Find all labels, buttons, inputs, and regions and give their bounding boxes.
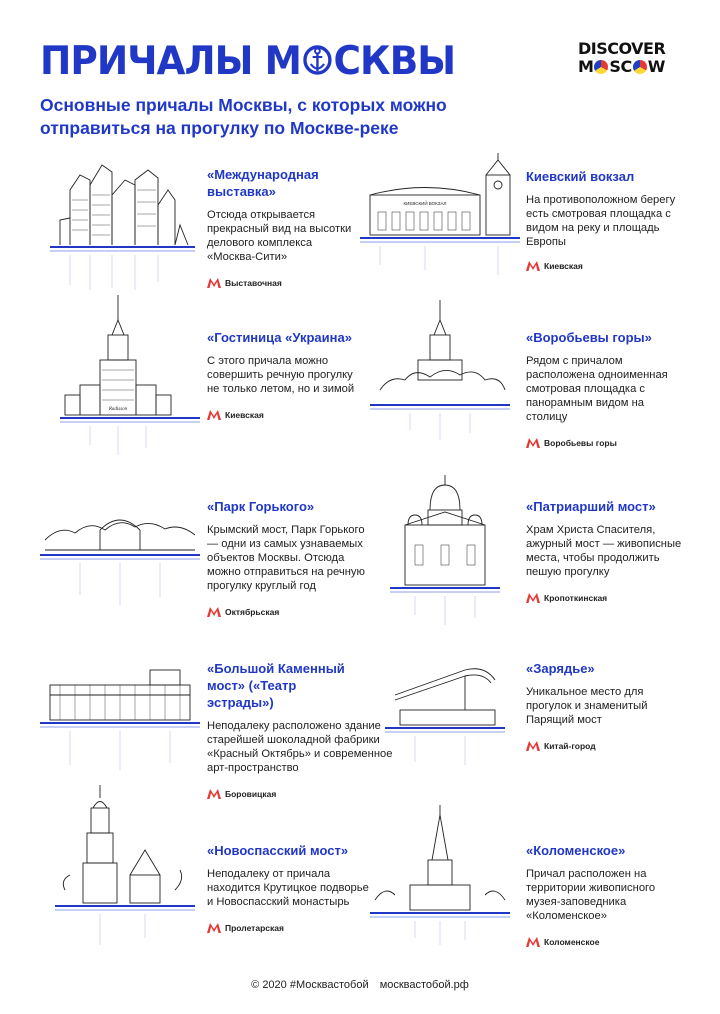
metro-station <box>526 261 691 271</box>
metro-station <box>207 607 377 617</box>
metro-station-name: Киевская <box>544 261 583 271</box>
metro-icon <box>207 923 221 933</box>
footer-copyright: © 2020 #Москвастобой <box>251 979 369 991</box>
pier-card-zaryadye <box>526 660 686 751</box>
pier-card-novospassky <box>207 842 377 933</box>
pier-name: «Коломенское» <box>526 843 626 858</box>
pier-card-kievsky <box>526 168 691 271</box>
colored-dot-icon <box>594 60 608 74</box>
metro-station <box>526 593 691 603</box>
metro-icon <box>526 741 540 751</box>
hotel-sign: Radisson <box>108 407 128 412</box>
pier-name: «Парк Горького» <box>207 499 315 514</box>
pier-name: «Гостиница «Украина» <box>207 330 352 345</box>
pier-card-vorobyovy <box>526 329 686 448</box>
christ-saviour-illustration <box>390 470 500 630</box>
kolomenskoye-illustration <box>370 800 510 950</box>
page-subtitle: Основные причалы Москвы, с которых можно отправиться на прогулку по Москве-реке <box>40 95 447 138</box>
moscow-city-illustration <box>40 150 200 300</box>
discover-moscow-logo <box>578 40 686 76</box>
metro-icon <box>207 410 221 420</box>
title-part-right: СКВЫ <box>333 38 456 84</box>
pier-card-bolshoy-kamenny <box>207 660 397 799</box>
pier-description: Отсюда открывается прекрасный вид на высотки делового комплекса «Москва-Сити» <box>207 209 352 263</box>
footer-site-link[interactable]: москвастобой.рф <box>379 979 469 991</box>
metro-icon <box>526 593 540 603</box>
metro-station <box>207 278 357 288</box>
pier-description: Рядом с причалом расположена одноименная смотровая площадка с панорамным видом на столицу <box>526 355 668 423</box>
footer <box>0 979 720 991</box>
brand-letters-sc: SC <box>609 57 632 76</box>
pier-description: Неподалеку расположено здание старейшей шоколадной фабрики «Красный Октябрь» и современное арт-пространство <box>207 720 393 774</box>
metro-station-name: Киевская <box>225 410 264 420</box>
metro-station <box>526 741 686 751</box>
pier-description: Причал расположен на территории живописного музея-заповедника «Коломенское» <box>526 868 656 922</box>
metro-icon <box>207 607 221 617</box>
metro-icon <box>526 937 540 947</box>
pier-card-patriarshy <box>526 498 691 603</box>
metro-station-name: Пролетарская <box>225 923 284 933</box>
pier-name: Киевский вокзал <box>526 169 635 184</box>
metro-icon <box>526 438 540 448</box>
metro-station <box>207 410 357 420</box>
pier-name: «Новоспасский мост» <box>207 843 349 858</box>
pier-description: Крымский мост, Парк Горького — одни из самых узнаваемых объектов Москвы. Отсюда можно отправиться на речную прогулку круглый год <box>207 524 365 592</box>
pier-card-kolomenskoye <box>526 842 686 947</box>
metro-icon <box>207 278 221 288</box>
metro-station-name: Коломенское <box>544 937 600 947</box>
pier-card-mezhdunarodnaya <box>207 166 357 288</box>
brand-letter-w: W <box>647 57 665 76</box>
pier-card-ukraina <box>207 329 357 420</box>
zaryadye-illustration <box>385 650 505 770</box>
pier-description: Уникальное место для прогулок и знаменитый Парящий мост <box>526 686 648 726</box>
pier-description: Храм Христа Спасителя, ажурный мост — живописные места, чтобы продолжить пешую прогулку <box>526 524 682 578</box>
pier-description: Неподалеку от причала находится Крутицкое подворье и Новоспасский монастырь <box>207 868 369 908</box>
pier-name: «Международная выставка» <box>207 167 319 199</box>
pier-card-park-gorkogo <box>207 498 377 617</box>
bolshoy-kamenny-illustration <box>40 665 200 775</box>
kievsky-station-illustration <box>360 150 520 280</box>
brand-line1: DISCOVER <box>578 39 666 58</box>
pier-description: На противоположном берегу есть смотровая площадка с видом на реку и площадь Европы <box>526 194 676 248</box>
colored-dot-icon <box>633 60 647 74</box>
hotel-ukraina-illustration <box>60 290 200 460</box>
metro-station-name: Выставочная <box>225 278 282 288</box>
park-gorkogo-illustration <box>40 505 200 615</box>
pier-name: «Зарядье» <box>526 661 595 676</box>
anchor-icon <box>303 42 332 80</box>
vorobyovy-gory-illustration <box>370 295 510 445</box>
pier-name: «Патриарший мост» <box>526 499 656 514</box>
metro-station <box>526 937 686 947</box>
novospassky-illustration <box>55 780 195 950</box>
page-title <box>40 38 455 84</box>
metro-icon <box>207 789 221 799</box>
brand-line2 <box>578 58 686 76</box>
pier-name: «Большой Каменный мост» («Театр эстрады») <box>207 661 345 710</box>
metro-station-name: Октябрьская <box>225 607 280 617</box>
metro-station-name: Воробьевы горы <box>544 438 617 448</box>
station-sign: КИЕВСКИЙ ВОКЗАЛ <box>403 201 447 206</box>
title-part-left: ПРИЧАЛЫ М <box>40 38 301 84</box>
brand-letter-m: M <box>578 57 594 76</box>
metro-station-name: Китай-город <box>544 741 596 751</box>
metro-station <box>207 789 397 799</box>
metro-station-name: Боровицкая <box>225 789 277 799</box>
pier-description: С этого причала можно совершить речную прогулку не только летом, но и зимой <box>207 355 355 395</box>
metro-icon <box>526 261 540 271</box>
metro-station-name: Кропоткинская <box>544 593 608 603</box>
metro-station <box>207 923 377 933</box>
pier-name: «Воробьевы горы» <box>526 330 652 345</box>
metro-station <box>526 438 686 448</box>
